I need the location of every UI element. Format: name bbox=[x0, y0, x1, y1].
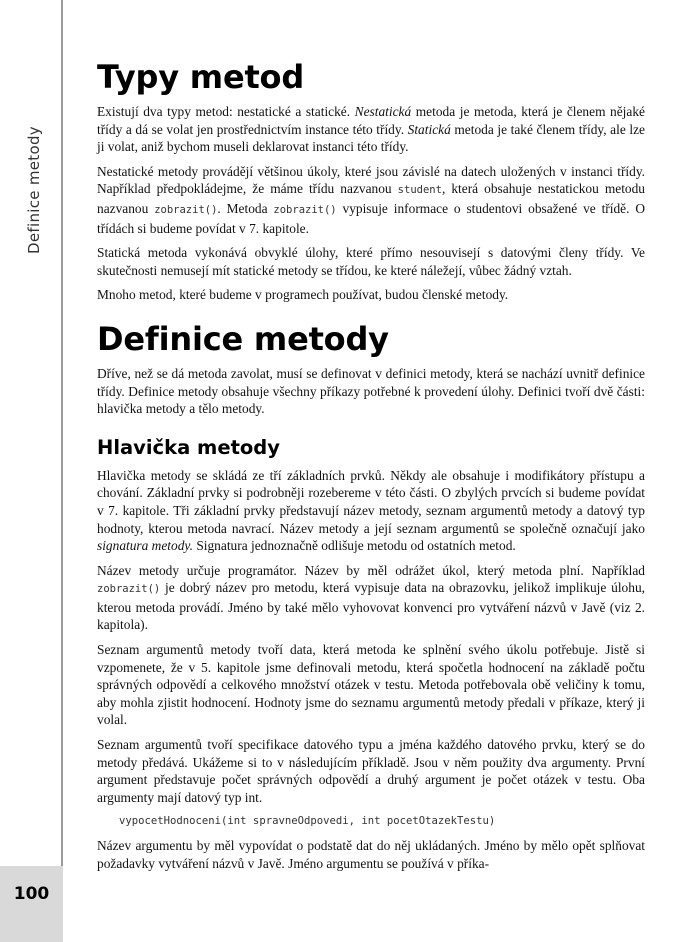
heading-typy-metod: Typy metod bbox=[97, 58, 305, 96]
paragraph: Mnoho metod, které budeme v programech používat, budou členské metody. bbox=[97, 287, 509, 303]
inline-code: zobrazit() bbox=[273, 203, 337, 216]
paragraph: Seznam argumentů metody tvoří data, která metoda ke splnění svého úkolu potřebuje. Jistě si vzpomenete, že v 5. kapitole jsme definovali metodu, která spočetla hodnocení na základě počtu správných odpovědí a celkového množství otázek v testu. Metoda potřebovala obě veličiny k tomu, aby mohla zjistit hodnocení. Hodnoty jsme do seznamu argumentů metody předali v příkaze, který ji volal. bbox=[97, 642, 645, 728]
paragraph: Hlavička metody se skládá ze tří základních prvků. Někdy ale obsahuje i modifikátory přístupu a chování. Základní prvky si podrobněji rozebereme v této části. O zbylých prvcích si budeme povídat v 7. kapitole. Tři základní prvky představují název metody, seznam argumentů metody a datový typ hodnoty, kterou metoda navrací. Název metody a její seznam argumentů se společně označují jako signatura metody. Signatura jednoznačně odlišuje metodu od ostatních metod. bbox=[97, 467, 645, 554]
page-number-tab bbox=[0, 866, 63, 942]
code-example: vypocetHodnoceni(int spravneOdpovedi, int pocetOtazekTestu) bbox=[119, 815, 496, 828]
paragraph: Název argumentu by měl vypovídat o podstatě dat do něj ukládaných. Jméno by mělo opět splňovat požadavky vytváření názvů v Javě. Jméno argumentu se používá v příka- bbox=[97, 838, 645, 871]
sidebar-margin bbox=[0, 0, 63, 942]
running-head: Definice metody bbox=[25, 126, 43, 254]
heading-definice-metody: Definice metody bbox=[97, 319, 389, 358]
paragraph: Dříve, než se dá metoda zavolat, musí se definovat v definici metody, která se nachází uvnitř definice třídy. Definice metody obsahuje všechny příkazy potřebné k provedení úlohy. Definici tvoří dvě části: hlavička metody a tělo metody. bbox=[97, 365, 645, 417]
subheading-hlavicka-metody: Hlavička metody bbox=[97, 435, 280, 459]
paragraph: Nestatické metody provádějí většinou úkoly, které jsou závislé na datech uložených v instanci třídy. Například předpokládejme, že máme třídu nazvanou student, která obsahuje nestatickou metodu nazvanou zobrazit(). Metoda zobrazit() vypisuje informace o studentovi obsažené ve třídě. O třídách si budeme povídat v 7. kapitole. bbox=[97, 163, 646, 236]
paragraph: Existují dva typy metod: nestatické a statické. Nestatická metoda je metoda, která je členem nějaké třídy a dá se volat jen prostřednictvím instance této třídy. Statická metoda je také členem třídy, ale lze ji volat, aniž bychom museli deklarovat instanci této třídy. bbox=[97, 104, 645, 155]
inline-code: zobrazit() bbox=[154, 203, 218, 216]
paragraph: Název metody určuje programátor. Název by měl odrážet úkol, který metoda plní. Například zobrazit() je dobrý název pro metodu, která vypisuje data na obrazovku, jelikož implikuje úlohu, kterou metoda provádí. Jméno by také mělo vyhovovat konvenci pro vytváření názvů v Javě (viz 2. kapitola). bbox=[97, 562, 645, 633]
paragraph: Seznam argumentů tvoří specifikace datového typu a jména každého datového prvku, který se do metody předává. Ukážeme si to v následujícím příkladě. Jsou v něm použity dva argumenty. První argument představuje počet správných odpovědí a druhý argument je počet otázek v testu. Oba argumenty mají datový typ int. bbox=[97, 737, 645, 805]
page-number: 100 bbox=[13, 884, 50, 904]
inline-code: student bbox=[397, 184, 442, 197]
page-body bbox=[97, 58, 645, 880]
inline-code: zobrazit() bbox=[97, 583, 161, 596]
paragraph: Statická metoda vykonává obvyklé úlohy, které přímo nesouvisejí s datovými členy třídy. Ve skutečnosti nemusejí mít statické metody se třídou, ke které náležejí, vůbec žádný vztah. bbox=[97, 245, 645, 278]
